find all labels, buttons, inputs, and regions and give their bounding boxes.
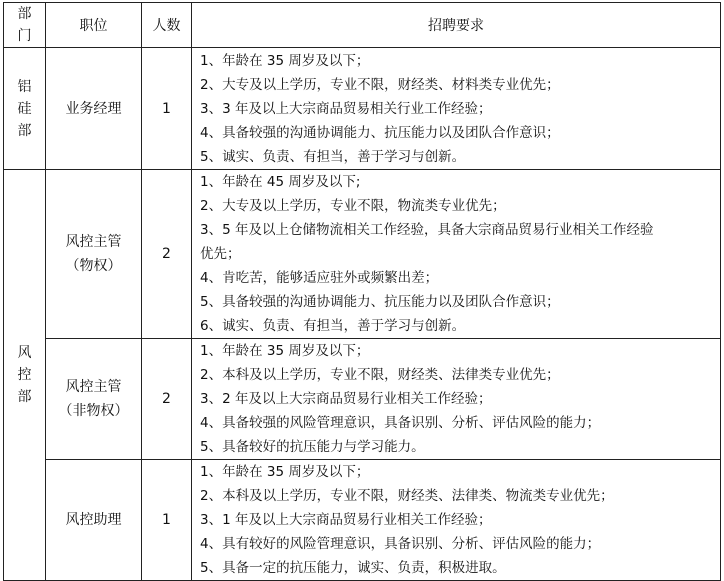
requirement-line: 5、诚实、负责、有担当，善于学习与创新。 — [200, 148, 466, 165]
count-cell: 1 — [142, 460, 192, 581]
header-department: 部 门 — [4, 3, 46, 48]
requirement-line: 3、3 年及以上大宗商品贸易相关行业工作经验； — [200, 100, 492, 117]
requirement-line: 2、大专及以上学历，专业不限，财经类、材料类专业优先； — [200, 76, 560, 93]
requirement-line: 4、具备较强的风险管理意识，具备识别、分析、评估风险的能力； — [200, 415, 601, 431]
requirement-line: 1、年龄在 35 周岁及以下； — [200, 52, 370, 69]
job-row-risk-assistant — [4, 460, 721, 581]
requirement-line: 5、具备较好的抗压能力与学习能力。 — [200, 439, 425, 455]
requirement-line: 3、5 年及以上仓储物流相关工作经验，具备大宗商品贸易行业相关工作经验 — [200, 222, 654, 238]
position-cell: 风控主管 （物权） — [46, 170, 142, 339]
requirement-line: 1、年龄在 35 周岁及以下； — [200, 343, 370, 359]
requirement-line: 3、1 年及以上大宗商品贸易行业相关工作经验； — [200, 512, 492, 528]
requirement-line: 5、具备一定的抗压能力，诚实、负责，积极进取。 — [200, 560, 506, 576]
position-cell: 风控主管 （非物权） — [46, 339, 142, 460]
recruitment-table — [3, 2, 721, 581]
requirements-cell — [192, 48, 721, 170]
requirement-line: 4、肯吃苦，能够适应驻外或频繁出差； — [200, 270, 439, 286]
count-cell: 2 — [142, 339, 192, 460]
requirements-cell — [192, 170, 721, 339]
job-row-risk-supervisor-nonproperty — [4, 339, 721, 460]
position-cell: 风控助理 — [46, 460, 142, 581]
requirements-cell — [192, 460, 721, 581]
header-requirements: 招聘要求 — [192, 3, 721, 48]
requirement-line: 4、具备较强的沟通协调能力、抗压能力以及团队合作意识； — [200, 124, 560, 141]
requirement-line: 6、诚实、负责、有担当，善于学习与创新。 — [200, 318, 466, 334]
requirement-line: 2、本科及以上学历，专业不限，财经类、法律类、物流类专业优先； — [200, 488, 614, 504]
requirements-cell — [192, 339, 721, 460]
header-position: 职位 — [46, 3, 142, 48]
requirement-line: 1、年龄在 45 周岁及以下; — [200, 174, 361, 190]
requirement-line: 2、大专及以上学历，专业不限，物流类专业优先； — [200, 198, 506, 214]
requirement-line: 4、具有较好的风险管理意识，具备识别、分析、评估风险的能力； — [200, 536, 601, 552]
position-cell: 业务经理 — [46, 48, 142, 170]
requirement-line: 2、本科及以上学历，专业不限，财经类、法律类专业优先； — [200, 367, 560, 383]
header-count: 人数 — [142, 3, 192, 48]
department-cell-risk-control: 风 控 部 — [4, 170, 46, 581]
job-row-sales-manager — [4, 48, 721, 170]
job-row-risk-supervisor-property — [4, 170, 721, 339]
count-cell: 2 — [142, 170, 192, 339]
requirement-line: 5、具备较强的沟通协调能力、抗压能力以及团队合作意识； — [200, 294, 560, 310]
requirement-line: 3、2 年及以上大宗商品贸易行业相关工作经验； — [200, 391, 492, 407]
requirement-line: 1、年龄在 35 周岁及以下； — [200, 464, 370, 480]
department-cell-aluminium-silicon: 铝 硅 部 — [4, 48, 46, 170]
requirement-line: 优先； — [200, 246, 241, 262]
count-cell: 1 — [142, 48, 192, 170]
header-row — [4, 3, 721, 48]
